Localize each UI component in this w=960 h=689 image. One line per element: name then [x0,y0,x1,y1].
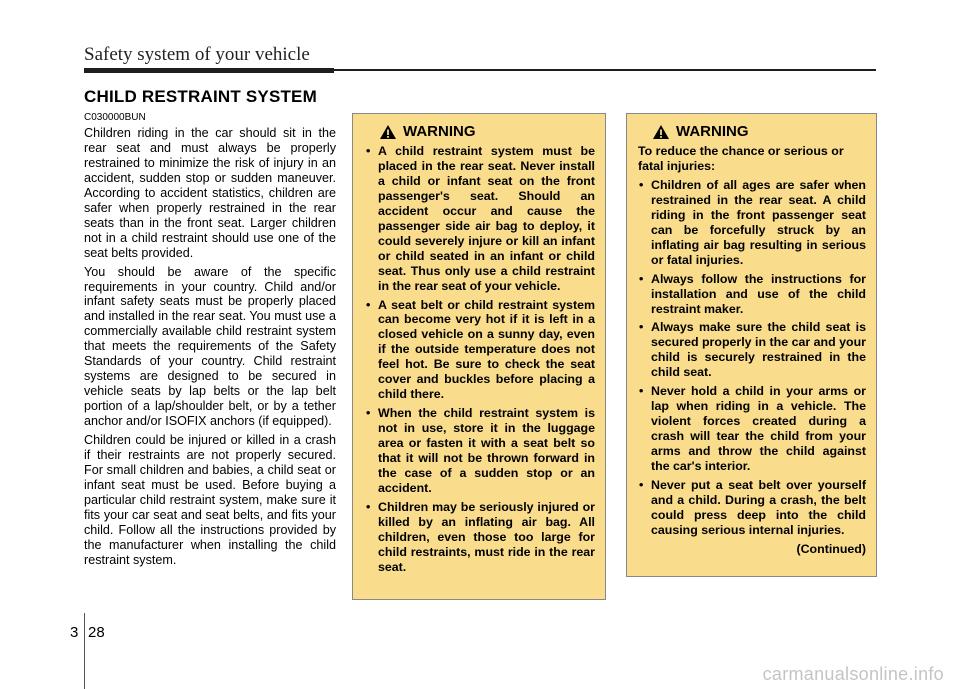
warning-item: • A seat belt or child restraint system can become very hot if it is left in a closed vehicle on a sunny day, even if the outside temperature does not feel hot. Be sure to check the seat cover and buckles before placing a child there. [365,298,595,403]
continued-label: (Continued) [796,541,866,556]
warning-triangle-icon [652,124,670,140]
warning-list [638,178,866,538]
warning-item: • When the child restraint system is not in use, store it in the luggage area or fasten it with a seat belt so that it will not be thrown forward in the case of a sudden stop or an accident. [365,406,595,496]
warning-list [365,144,595,575]
warning-box-1 [352,113,606,600]
page-title: CHILD RESTRAINT SYSTEM [84,87,317,106]
warning-heading-text: WARNING [403,122,476,140]
header-bar [84,68,334,73]
warning-triangle-icon [379,124,397,140]
warning-box-2 [626,113,877,577]
header-rule [334,69,876,71]
warning-item: • Never hold a child in your arms or lap when riding in a vehicle. The violent forces created during a crash will tear the child from your arms and throw the child against the car's interior. [638,384,866,474]
section-header: Safety system of your vehicle [84,44,310,65]
section-code: C030000BUN [84,112,146,123]
warning-item: • Children of all ages are safer when restrained in the rear seat. A child riding in the front passenger seat can be forcefully struck by an inflating air bag resulting in serious or fatal injuries. [638,178,866,268]
warning-item: • Always follow the instructions for installation and use of the child restraint maker. [638,272,866,317]
body-paragraph: Children could be injured or killed in a crash if their restraints are not properly secured. For small children and babies, a child seat or infant seat must be used. Before buying a particular child restraint system, make sure it fits your car seat and seat belts, and fits your child. Follow all the instructions provided by the manufacturer when installing the child restraint system. [84,433,336,567]
body-paragraph: Children riding in the car should sit in the rear seat and must always be properly restrained to minimize the risk of injury in an accident, sudden stop or sudden maneuver. According to accident statistics, children are safer when properly restrained in the rear seats than in the front seat. Larger children not in a child restraint should use one of the seat belts provided. [84,126,336,260]
watermark: carmanualsonline.info [762,664,944,684]
warning-heading-text: WARNING [676,122,749,140]
warning-item: • Children may be seriously injured or killed by an inflating air bag. All children, even those too large for child restraints, must ride in the rear seat. [365,500,595,575]
warning-item: • Always make sure the child seat is secured properly in the car and your child is securely restrained in the child seat. [638,320,866,380]
body-text [84,126,336,572]
warning-intro: To reduce the chance or serious or fatal injuries: [638,144,844,173]
page-number: 28 [88,624,105,641]
warning-heading [652,124,866,140]
page-number-divider [84,613,85,689]
warning-item: • Never put a seat belt over yourself and a child. During a crash, the belt could press deep into the child causing serious internal injuries. [638,478,866,538]
chapter-number: 3 [70,624,79,641]
warning-heading [379,124,595,140]
body-paragraph: You should be aware of the specific requirements in your country. Child and/or infant safety seats must be properly placed and installed in the rear seat. You must use a commercially available child restraint system that meets the requirements of the Safety Standards of your country. Child restraint systems are designed to be secured in vehicle seats by lap belts or the lap belt portion of a lap/shoulder belt, or by a tether anchor and/or ISOFIX anchors (if equipped). [84,264,336,429]
warning-item: • A child restraint system must be placed in the rear seat. Never install a child or infant seat on the front passenger's seat. Should an accident occur and cause the passenger side air bag to deploy, it could severely injure or kill an infant or child seated in an infant or child seat. Thus only use a child restraint in the rear seat of your vehicle. [365,144,595,294]
